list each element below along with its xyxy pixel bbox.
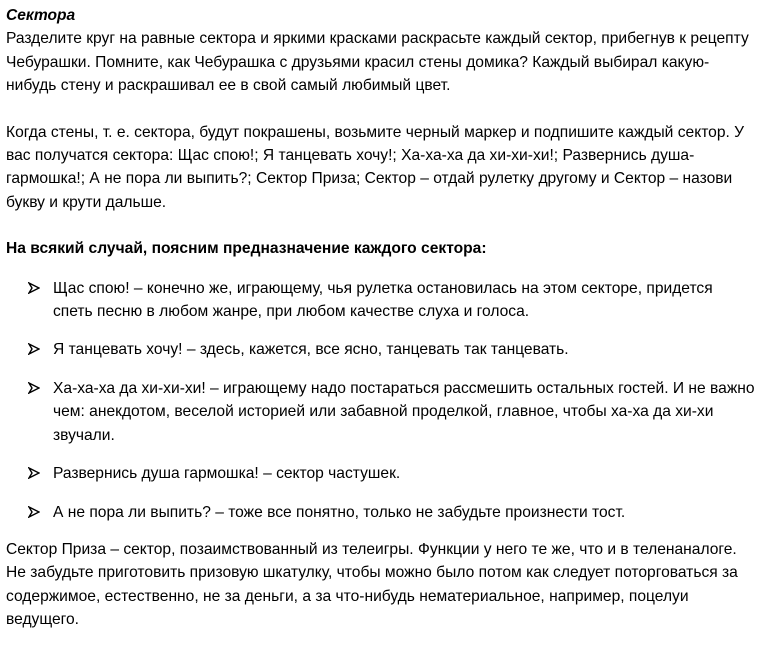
list-item <box>6 338 755 361</box>
arrow-bullet-icon <box>28 462 42 485</box>
list-item-text: А не пора ли выпить? – тоже все понятно, только не забудьте произнести тост. <box>53 503 626 521</box>
document-title: Сектора <box>6 7 76 24</box>
arrow-bullet-icon <box>28 277 42 300</box>
list-item-text: Развернись душа гармошка! – сектор частушек. <box>53 465 401 483</box>
list-item <box>6 277 755 324</box>
intro-paragraph: Разделите круг на равные сектора и яркими красками раскрасьте каждый сектор, прибегнув к рецепту Чебурашки. Помните, как Чебурашка с друзьями красил стены домика? Каждый выбирал какую-нибудь стену и раскрашивал ее в свой самый любимый цвет. <box>6 30 749 95</box>
arrow-bullet-icon <box>28 501 42 524</box>
sectors-paragraph: Когда стены, т. е. сектора, будут покрашены, возьмите черный маркер и подпишите каждый сектор. У вас получатся сектора: Щас спою!; Я танцевать хочу!; Ха-ха-ха да хи-хи-хи!; Развернись душа-гармошка!; А не пора ли выпить?; Сектор Приза; Сектор – отдай рулетку другому и Сектор – назови букву и крути дальше. <box>6 123 745 211</box>
list-item-text: Щас спою! – конечно же, играющему, чья рулетка остановилась на этом секторе, придется спеть песню в любом жанре, при любом качестве слуха и голоса. <box>53 279 713 321</box>
list-item-text: Ха-ха-ха да хи-хи-хи! – играющему надо постараться рассмешить остальных гостей. И не важно чем: анекдотом, веселой историей или забавной проделкой, главное, чтобы ха-ха да хи-хи звучали. <box>53 379 755 444</box>
section-heading: На всякий случай, поясним предназначение каждого сектора: <box>6 240 487 258</box>
list-item <box>6 501 755 524</box>
prize-sector-paragraph: Сектор Приза – сектор, позаимствованный из телеигры. Функции у него те же, что и в теленаналоге. Не забудьте приготовить призовую шкатулку, чтобы можно было потом как следует поторговаться за содержимое, естественно, не за деньги, а за что-нибудь нематериальное, например, поцелуи ведущего. <box>6 540 738 629</box>
arrow-bullet-icon <box>28 377 42 400</box>
arrow-bullet-icon <box>28 338 42 361</box>
list-item-text: Я танцевать хочу! – здесь, кажется, все ясно, танцевать так танцевать. <box>53 341 569 359</box>
list-item <box>6 462 755 485</box>
sector-list <box>6 277 755 524</box>
list-item <box>6 377 755 447</box>
